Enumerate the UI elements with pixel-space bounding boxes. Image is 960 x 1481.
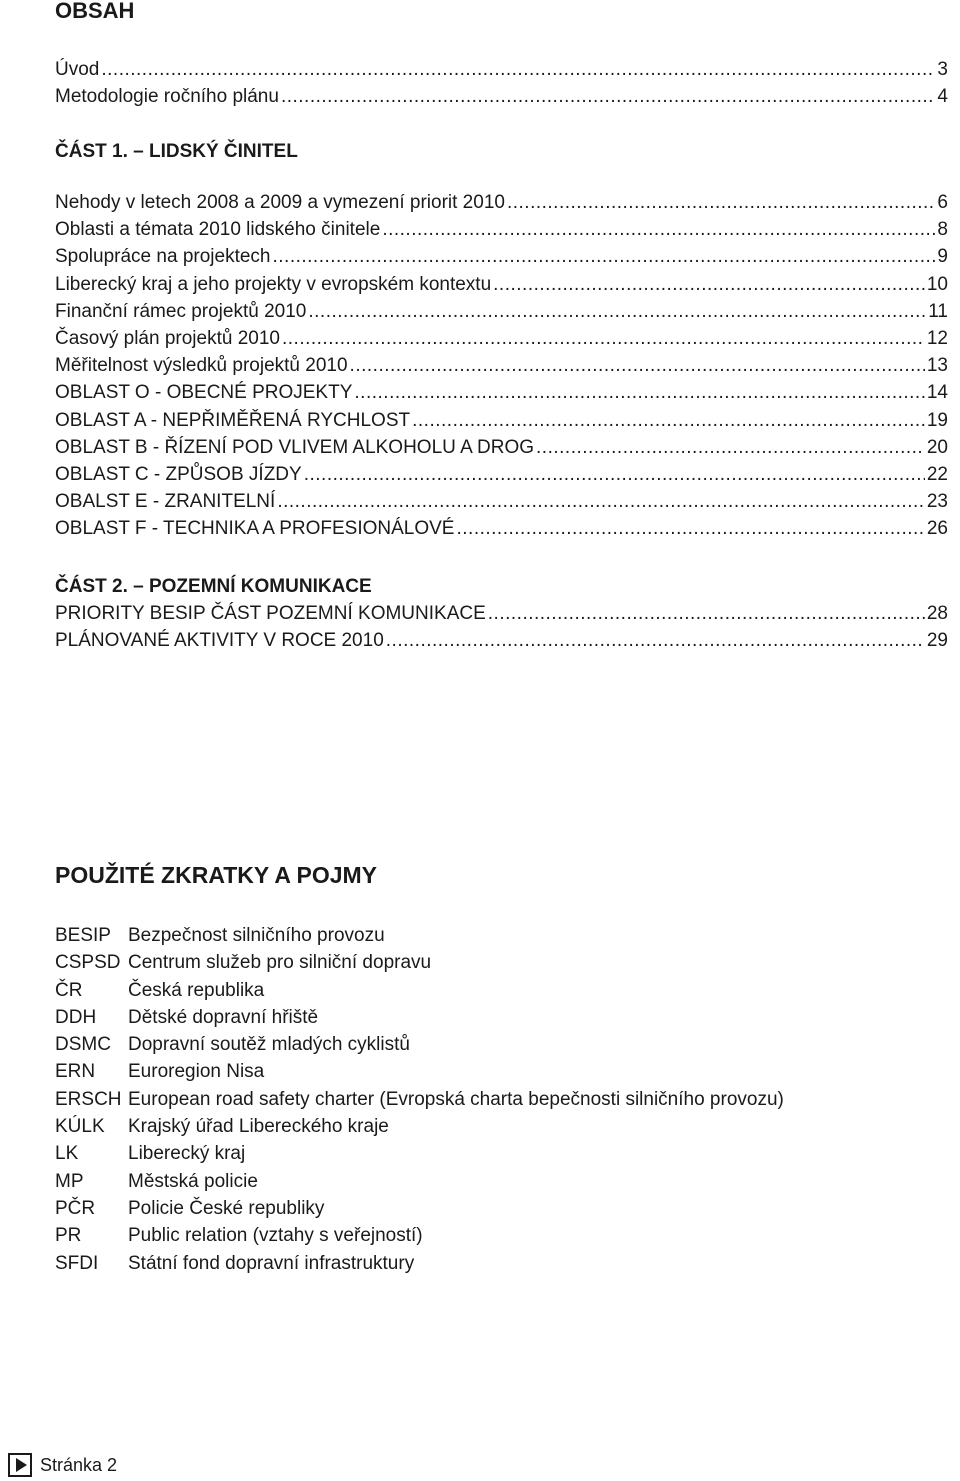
abbreviation-meaning: Dětské dopravní hřiště [128,1006,319,1028]
part2-heading[interactable]: ČÁST 2. – POZEMNÍ KOMUNIKACE [55,576,372,597]
toc-entry[interactable] [55,379,948,406]
toc-dot-leader [272,243,935,270]
toc-entry[interactable] [55,216,948,243]
abbreviation-code: LK [55,1143,79,1165]
toc-entry[interactable] [55,352,948,379]
abbreviation-meaning: Bezpečnost silničního provozu [128,925,385,946]
abbreviation-row [55,1113,784,1140]
toc-entry-page: 8 [937,219,948,241]
abbreviation-code: ERN [55,1061,96,1083]
toc-dot-leader [350,352,925,379]
page-footer [8,1453,117,1477]
toc-entry-title: OBLAST C - ZPŮSOB JÍZDY [55,463,302,485]
toc-part2 [55,573,948,600]
toc-dot-leader [101,56,935,83]
toc-dot-leader [308,298,926,325]
toc-entry[interactable] [55,515,948,542]
toc-entry-title: Úvod [55,59,100,80]
toc-entry[interactable] [55,627,948,654]
toc-dot-leader [386,627,925,654]
abbreviation-meaning: European road safety charter (Evropská charta bepečnosti silničního provozu) [128,1088,784,1110]
abbreviation-row [55,1168,784,1195]
toc-entry[interactable] [55,434,948,461]
toc-dot-leader [281,83,935,110]
toc-dot-leader [493,271,925,298]
abbreviation-row [55,1195,784,1222]
toc-entry[interactable] [55,325,948,352]
toc-entry[interactable] [55,488,948,515]
toc-entry-title: Časový plán projektů 2010 [55,327,280,349]
abbreviation-code: CSPSD [55,952,121,974]
abbreviation-meaning: Městská policie [128,1170,258,1192]
toc-entry[interactable] [55,56,948,83]
toc-entry-title: Liberecký kraj a jeho projekty v evropském kontextu [55,273,492,295]
toc-entry-page: 20 [926,436,948,458]
toc-entry[interactable] [55,298,948,325]
toc-entry-page: 6 [937,192,948,213]
part1-heading[interactable]: ČÁST 1. – LIDSKÝ ČINITEL [55,141,298,162]
toc-entry-page: 23 [926,491,948,513]
abbreviation-code: ERSCH [55,1088,122,1110]
abbreviation-meaning: Centrum služeb pro silniční dopravu [128,952,432,974]
abbreviation-code: MP [55,1170,84,1192]
toc-entry-title: OBLAST F - TECHNIKA A PROFESIONÁLOVÉ [55,518,455,540]
toc-entry[interactable] [55,600,948,627]
abbreviation-row [55,977,784,1004]
abbreviation-code: PR [55,1225,82,1247]
abbreviations-list [55,922,784,1277]
abbreviation-meaning: Policie České republiky [128,1197,325,1219]
toc-dot-leader [412,407,925,434]
abbreviation-meaning: Euroregion Nisa [128,1061,265,1083]
toc-entry-title: Finanční rámec projektů 2010 [55,300,307,322]
abbreviation-row [55,1222,784,1249]
page-number-label: Stránka 2 [40,1454,118,1475]
abbreviation-code: KÚLK [55,1116,105,1138]
toc-entry-title: Měřitelnost výsledků projektů 2010 [55,355,348,377]
abbreviation-code: DSMC [55,1034,111,1056]
abbreviation-row [55,1031,784,1058]
toc-dot-leader [277,488,925,515]
abbreviation-code: BESIP [55,925,111,946]
toc-entry-page: 14 [926,382,948,404]
toc-part2-list [55,600,948,654]
abbreviation-code: PČR [55,1197,96,1219]
toc-entry[interactable] [55,407,948,434]
toc-entry-page: 4 [937,86,948,108]
abbreviation-meaning: Státní fond dopravní infrastruktury [128,1252,415,1274]
abbreviation-row [55,1058,784,1085]
toc-entry-title: Oblasti a témata 2010 lidského činitele [55,219,381,241]
abbreviations-heading: POUŽITÉ ZKRATKY A POJMY [55,862,378,888]
toc-entry-page: 13 [926,355,948,377]
abbreviation-row [55,1250,784,1277]
toc-entry-title: OBALST E - ZRANITELNÍ [55,491,276,513]
toc-entry[interactable] [55,189,948,216]
toc-entry-page: 9 [937,246,948,268]
toc-part1-list [55,189,948,542]
toc-entry-page: 11 [928,300,948,322]
toc-part1 [55,138,948,165]
abbreviation-row [55,1140,784,1167]
abbreviation-code: DDH [55,1006,97,1028]
abbreviation-row [55,1086,784,1113]
abbreviation-meaning: Public relation (vztahy s veřejností) [128,1225,423,1247]
contents-heading: OBSAH [55,0,135,23]
page-play-icon [8,1453,32,1477]
toc-entry[interactable] [55,243,948,270]
toc-entry-page: 12 [926,327,948,349]
toc-entry-page: 3 [937,59,948,80]
toc-entry-page: 22 [926,463,948,485]
toc-entry-page: 19 [926,409,948,431]
toc-dot-leader [282,325,925,352]
toc-entry-title: PRIORITY BESIP ČÁST POZEMNÍ KOMUNIKACE [55,603,486,624]
abbreviation-code: SFDI [55,1252,99,1274]
abbreviation-meaning: Dopravní soutěž mladých cyklistů [128,1034,410,1056]
toc-dot-leader [488,600,925,627]
toc-dot-leader [382,216,935,243]
abbreviation-meaning: Česká republika [128,979,265,1001]
toc-entry-page: 29 [926,630,948,652]
abbreviation-row [55,949,784,976]
toc-dot-leader [456,515,924,542]
toc-dot-leader [304,461,925,488]
toc-entry-title: Nehody v letech 2008 a 2009 a vymezení priorit 2010 [55,192,505,213]
toc-dot-leader [507,189,935,216]
toc-entry-title: OBLAST A - NEPŘIMĚŘENÁ RYCHLOST [55,409,411,431]
toc-dot-leader [536,434,925,461]
abbreviation-meaning: Krajský úřad Libereckého kraje [128,1116,389,1138]
abbreviation-code: ČR [55,979,83,1001]
toc-entry[interactable] [55,83,948,110]
toc-entry[interactable] [55,271,948,298]
toc-entry-title: Metodologie ročního plánu [55,86,279,108]
toc-entry-page: 26 [926,518,948,540]
toc-entry-page: 10 [926,273,948,295]
abbreviation-row [55,922,784,949]
toc-entry-title: OBLAST B - ŘÍZENÍ POD VLIVEM ALKOHOLU A DROG [55,436,535,458]
toc-entry-title: Spolupráce na projektech [55,246,271,268]
toc-entry-title: PLÁNOVANÉ AKTIVITY V ROCE 2010 [55,630,384,652]
abbreviation-meaning: Liberecký kraj [128,1143,246,1165]
toc-intro [55,56,948,110]
toc-entry-page: 28 [926,603,948,624]
toc-entry-title: OBLAST O - OBECNÉ PROJEKTY [55,382,353,404]
toc-dot-leader [354,379,924,406]
toc-entry[interactable] [55,461,948,488]
abbreviation-row [55,1004,784,1031]
